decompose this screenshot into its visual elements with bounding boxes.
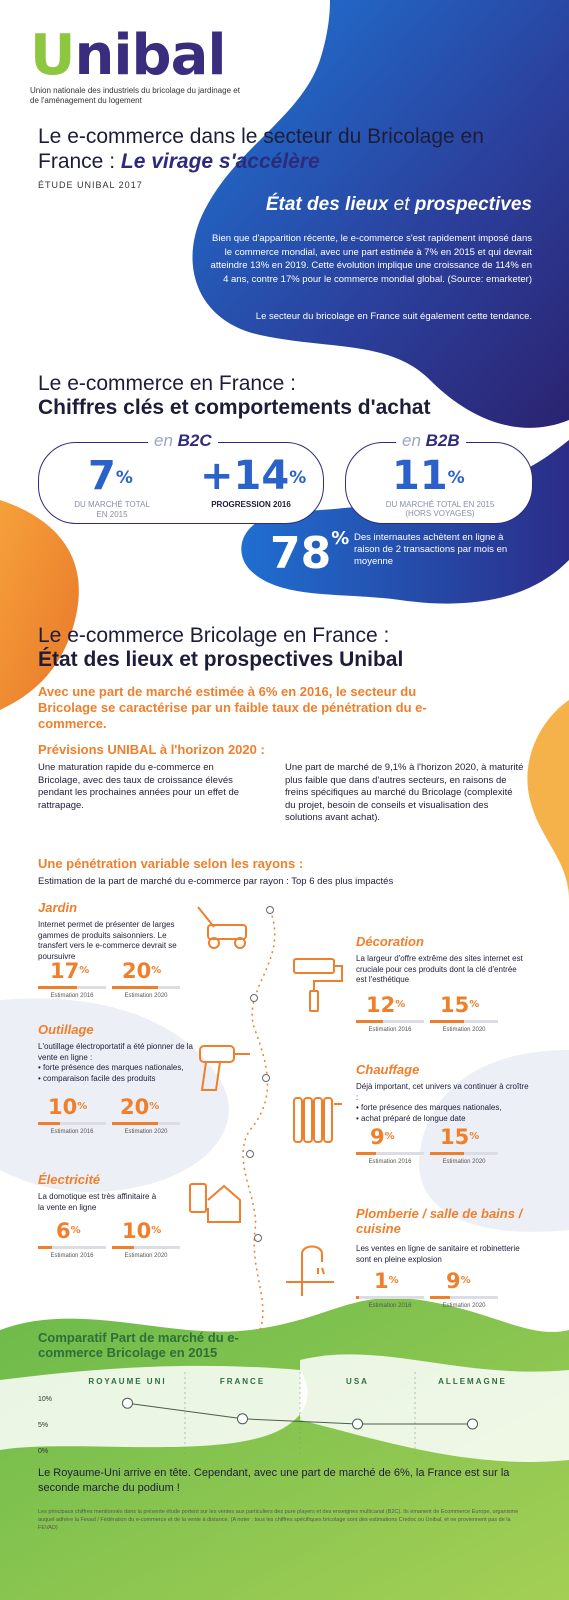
est-label-2016: Estimation 2016 — [368, 1159, 412, 1165]
category-desc-plomberie: Les ventes en ligne de sanitaire et robinetterie sont en pleine explosion — [356, 1244, 520, 1264]
path-node — [266, 906, 274, 914]
category-desc-jardin: Internet permet de présenter de larges gammes de produits saisonniers. Le transfert vers le e-commerce devrait se poursuivre — [38, 920, 177, 961]
data-point — [468, 1419, 478, 1429]
pct-chauffage-2016: 9% — [370, 1125, 395, 1149]
category-title-plomberie: Plomberie / salle de bains / cuisine — [356, 1206, 523, 1236]
y-tick-label: 10% — [38, 1396, 53, 1403]
category-title-jardin: Jardin — [38, 900, 78, 915]
pct-jardin-2020: 20% — [122, 959, 162, 983]
pct-jardin-2016: 17% — [50, 959, 90, 983]
category-title-decoration: Décoration — [356, 934, 424, 949]
stat-b2c-share-caption: DU MARCHÉ TOTAL EN 2015 — [74, 500, 150, 519]
est-label-2020: Estimation 2020 — [442, 1027, 486, 1033]
bar-outillage-2016 — [38, 1122, 106, 1125]
x-category-label: FRANCE — [219, 1377, 266, 1386]
category-desc-outillage: L'outillage électroportatif a été pionner de la vente en ligne : • forte présence des marques nationales, • comparaison facile des produits — [38, 1042, 193, 1083]
pct-outillage-2016: 10% — [48, 1095, 88, 1119]
path-node — [254, 1234, 262, 1242]
est-label-2016: Estimation 2016 — [50, 993, 94, 999]
lead-text: Avec une part de marché estimée à 6% en 2016, le secteur du Bricolage se caractérise par un faible taux de pénétration du e-commerce. — [38, 684, 427, 731]
stat-b2c-share: 7% — [88, 453, 133, 499]
est-label-2020: Estimation 2020 — [124, 1129, 168, 1135]
comparatif-chart — [30, 1370, 540, 1460]
x-category-label: USA — [346, 1377, 369, 1386]
stat-78: 78% — [270, 528, 350, 579]
bar-jardin-2020 — [112, 986, 180, 989]
est-label-2016: Estimation 2016 — [50, 1253, 94, 1259]
bar-electricite-2020 — [112, 1246, 180, 1249]
stat-b2c-growth: +14% — [200, 453, 307, 499]
drill-icon — [194, 1040, 254, 1096]
etat-title: État des lieux et prospectives — [265, 194, 532, 215]
x-category-label: ROYAUME UNI — [88, 1377, 167, 1386]
logo-tagline: Union nationale des industriels du bricolage du jardinage et de l'aménagement du logement — [30, 86, 240, 105]
page-title: Le e-commerce dans le secteur du Bricolage en France : Le virage s'accélère — [38, 125, 484, 173]
previsions-left: Une maturation rapide du e-commerce en Bricolage, avec des taux de croissance élevés pendant les prochaines années pour un effet de rattrapage. — [38, 762, 240, 811]
est-label-2016: Estimation 2016 — [368, 1303, 412, 1309]
etat-paragraph: Bien que d'apparition récente, le e-commerce s'est rapidement imposé dans le commerce mondial, avec une part estimée à 7% en 2015 et qui devrait atteindre 13% en 2019. Cette évolution implique une croissance de 114% en 4 ans, contre 17% pour le commerce mondial global. (Source: emarketer) — [210, 233, 532, 285]
data-point — [353, 1419, 363, 1429]
est-label-2020: Estimation 2020 — [124, 993, 168, 999]
pct-chauffage-2020: 15% — [440, 1125, 480, 1149]
paint-roller-icon — [292, 955, 348, 1015]
est-label-2016: Estimation 2016 — [368, 1027, 412, 1033]
previsions-right: Une part de marché de 9,1% à l'horizon 2020, à maturité plus faible que dans d'autres secteurs, en raisons de freins spécifiques au marché du Bricolage (complexité du projet, besoin de conseils et visualisation des solutions avant achat). — [285, 762, 524, 823]
est-label-2020: Estimation 2020 — [442, 1303, 486, 1309]
est-label-2016: Estimation 2016 — [50, 1129, 94, 1135]
path-node — [250, 994, 258, 1002]
section-title-2: Le e-commerce Bricolage en France : — [38, 624, 390, 647]
pct-decoration-2016: 12% — [366, 993, 406, 1017]
x-category-label: ALLEMAGNE — [438, 1377, 507, 1386]
smart-home-icon — [188, 1178, 244, 1224]
previsions-title: Prévisions UNIBAL à l'horizon 2020 : — [38, 742, 265, 757]
path-node — [262, 1074, 270, 1082]
category-desc-decoration: La largeur d'offre extrême des sites internet est cruciale pour ces produits dont la clé d'entrée est l'esthétique — [356, 954, 523, 984]
pct-outillage-2020: 20% — [120, 1095, 160, 1119]
data-point — [123, 1398, 133, 1408]
stat-b2b-caption: DU MARCHÉ TOTAL EN 2015 — [385, 500, 495, 509]
path-node — [246, 1150, 254, 1158]
footnote: Les principaux chiffres mentionnés dans la présente étude portent sur les ventes aux particuliers des pure players et des enseignes multicanal (B2C). Ils émanent de Ecommerce Europe, organisme auquel adhère la Fevad / Fédération du e-commerce et de la vente à distance. (A noter : tous les chiffres spécifiques bricolage sont des estimations Credoc ou Unibal, et ne proviennent pas de la FEVAD) — [38, 1509, 519, 1531]
bar-electricite-2016 — [38, 1246, 106, 1249]
lawnmower-icon — [192, 905, 256, 951]
category-title-chauffage: Chauffage — [356, 1062, 420, 1077]
bar-outillage-2020 — [112, 1122, 180, 1125]
est-label-2020: Estimation 2020 — [124, 1253, 168, 1259]
data-point — [238, 1414, 248, 1424]
radiator-icon — [290, 1090, 346, 1150]
stat-78-text: Des internautes achètent en ligne à raison de 2 transactions par mois en moyenne — [354, 532, 508, 567]
pct-electricite-2020: 10% — [122, 1219, 162, 1243]
stat-b2b-share: 11% — [392, 453, 465, 499]
logo: Unibal — [30, 23, 226, 88]
bar-chauffage-2016 — [356, 1152, 424, 1155]
category-title-outillage: Outillage — [38, 1022, 94, 1037]
pct-decoration-2020: 15% — [440, 993, 480, 1017]
b2c-tag: en B2C — [148, 431, 218, 451]
section-subtitle: Chiffres clés et comportements d'achat — [38, 396, 431, 419]
penetration-subtitle: Estimation de la part de marché du e-commerce par rayon : Top 6 des plus impactés — [38, 876, 394, 887]
study-label: ÉTUDE UNIBAL 2017 — [38, 180, 143, 190]
bar-decoration-2016 — [356, 1020, 424, 1023]
etat-paragraph-2: Le secteur du bricolage en France suit également cette tendance. — [255, 311, 532, 322]
comparatif-title: Comparatif Part de marché du e-commerce Bricolage en 2015 — [38, 1330, 239, 1360]
category-desc-chauffage: Déjà important, cet univers va continuer à croître : • forte présence des marques nationales, • achat préparé de longue date — [356, 1082, 529, 1123]
est-label-2020: Estimation 2020 — [442, 1159, 486, 1165]
bar-plomberie-2020 — [430, 1296, 498, 1299]
category-desc-electricite: La domotique est très affinitaire à la vente en ligne — [38, 1192, 157, 1212]
faucet-icon — [282, 1240, 338, 1300]
dotted-path — [230, 900, 290, 1340]
pct-plomberie-2020: 9% — [446, 1269, 471, 1293]
comparatif-note: Le Royaume-Uni arrive en tête. Cependant, avec une part de marché de 6%, la France est sur la seconde marche du podium ! — [38, 1467, 510, 1494]
bar-decoration-2020 — [430, 1020, 498, 1023]
y-tick-label: 5% — [38, 1422, 49, 1429]
b2b-tag: en B2B — [396, 431, 466, 451]
bar-chauffage-2020 — [430, 1152, 498, 1155]
section-title: Le e-commerce en France : — [38, 372, 296, 395]
category-title-electricite: Électricité — [38, 1172, 101, 1187]
pct-plomberie-2016: 1% — [374, 1269, 399, 1293]
bar-plomberie-2016 — [356, 1296, 424, 1299]
bar-jardin-2016 — [38, 986, 106, 989]
pct-electricite-2016: 6% — [56, 1219, 81, 1243]
stat-b2c-growth-caption: PROGRESSION 2016 — [211, 500, 291, 509]
y-tick-label: 0% — [38, 1448, 49, 1455]
stat-b2b-caption-2: (HORS VOYAGES) — [405, 509, 475, 518]
penetration-title: Une pénétration variable selon les rayons : — [38, 856, 304, 871]
section-subtitle-2: État des lieux et prospectives Unibal — [38, 648, 404, 671]
